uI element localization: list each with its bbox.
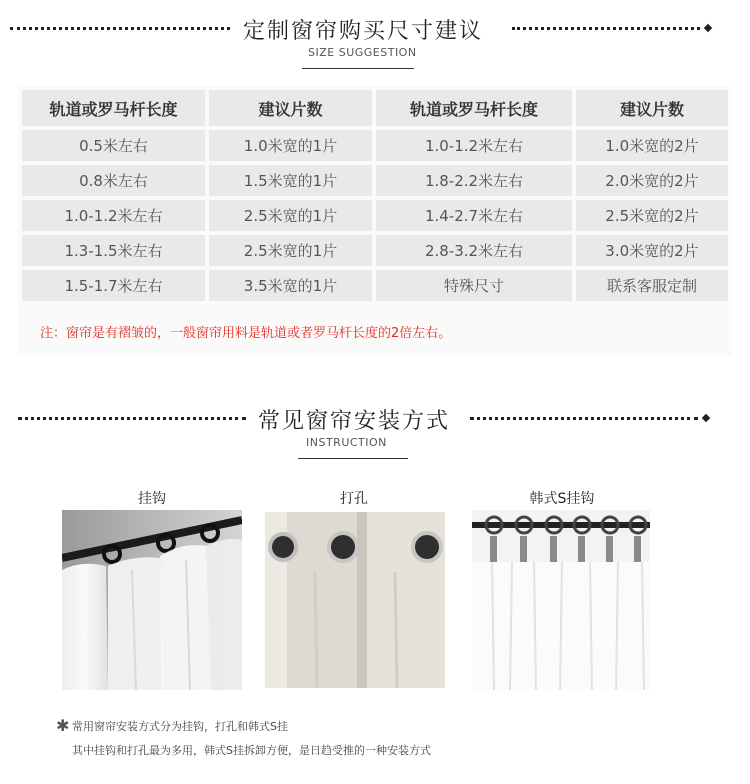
table-cell: 1.5米宽的1片	[209, 165, 372, 196]
table-cell: 特殊尺寸	[376, 270, 572, 301]
table-cell: 1.0-1.2米左右	[22, 200, 205, 231]
s-hook-curtain-image	[472, 510, 650, 690]
table-cell: 0.5米左右	[22, 130, 205, 161]
section-title: 常见窗帘安装方式	[258, 409, 451, 434]
diamond-icon	[704, 24, 712, 32]
install-section-header	[0, 398, 750, 458]
table-cell: 2.8-3.2米左右	[376, 235, 572, 266]
table-header-row	[22, 90, 728, 126]
table-cell: 0.8米左右	[22, 165, 205, 196]
s-hook-illustration	[472, 510, 650, 690]
table-row	[22, 165, 728, 196]
method-label-hook: 挂钩	[138, 491, 166, 507]
header-track-length: 轨道或罗马杆长度	[22, 90, 205, 126]
hook-illustration	[62, 510, 242, 690]
footer-line-1: 常用窗帘安装方式分为挂钩，打孔和韩式S挂	[72, 720, 288, 733]
table-cell: 联系客服定制	[576, 270, 728, 301]
table-cell: 3.5米宽的1片	[209, 270, 372, 301]
subtitle-underline	[302, 68, 414, 69]
table-cell: 2.5米宽的2片	[576, 200, 728, 231]
table-cell: 3.0米宽的2片	[576, 235, 728, 266]
header-panel-count: 建议片数	[576, 90, 728, 126]
method-label-grommet: 打孔	[340, 491, 368, 507]
size-table-panel	[18, 86, 732, 356]
diamond-icon	[702, 414, 710, 422]
divider-dots-right	[512, 27, 700, 30]
table-cell: 1.0米宽的1片	[209, 130, 372, 161]
table-cell: 1.4-2.7米左右	[376, 200, 572, 231]
footer-line-2: 其中挂钩和打孔最为多用，韩式S挂拆卸方便，是日趋受推的一种安装方式	[72, 744, 431, 757]
size-table	[18, 86, 732, 305]
subtitle-underline	[298, 458, 408, 459]
divider-dots-left	[10, 27, 230, 30]
table-row	[22, 200, 728, 231]
table-cell: 1.0米宽的2片	[576, 130, 728, 161]
table-cell: 1.0-1.2米左右	[376, 130, 572, 161]
header-panel-count: 建议片数	[209, 90, 372, 126]
table-cell: 1.3-1.5米左右	[22, 235, 205, 266]
divider-dots-left	[18, 417, 246, 420]
section-title: 定制窗帘购买尺寸建议	[243, 19, 484, 44]
asterisk-icon: ✱	[56, 716, 70, 735]
size-section-header	[0, 8, 750, 68]
divider-dots-right	[470, 417, 698, 420]
section-subtitle: SIZE SUGGESTION	[308, 46, 417, 59]
section-subtitle: INSTRUCTION	[306, 436, 387, 449]
table-cell: 2.0米宽的2片	[576, 165, 728, 196]
size-note: 注：窗帘是有褶皱的，一般窗帘用料是轨道或者罗马杆长度的2倍左右。	[40, 326, 452, 341]
hook-curtain-image	[62, 510, 242, 690]
header-track-length: 轨道或罗马杆长度	[376, 90, 572, 126]
grommet-illustration	[265, 512, 445, 688]
table-cell: 2.5米宽的1片	[209, 235, 372, 266]
table-row	[22, 130, 728, 161]
table-cell: 2.5米宽的1片	[209, 200, 372, 231]
table-row	[22, 270, 728, 301]
table-cell: 1.8-2.2米左右	[376, 165, 572, 196]
table-row	[22, 235, 728, 266]
method-label-s-hook: 韩式S挂钩	[529, 491, 595, 507]
table-cell: 1.5-1.7米左右	[22, 270, 205, 301]
grommet-curtain-image	[265, 512, 445, 688]
